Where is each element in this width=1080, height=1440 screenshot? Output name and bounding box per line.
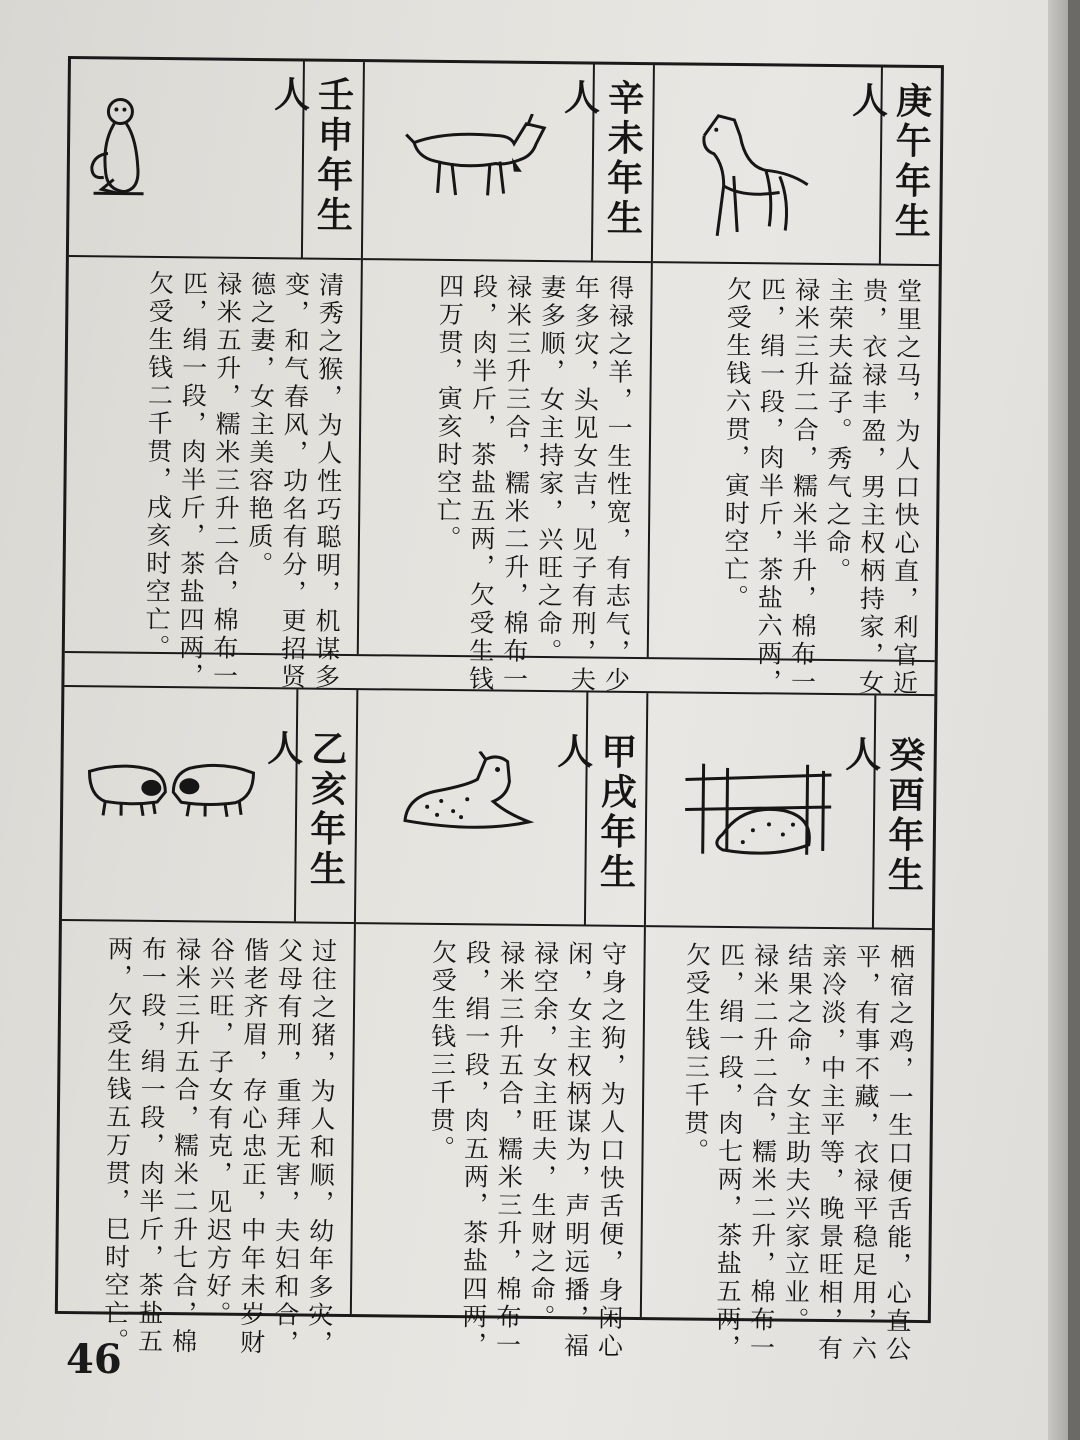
rooster-in-coop-icon <box>683 753 834 870</box>
cell-jiaxu <box>350 690 647 1361</box>
cell-text: 守身之狗，为人口快舌便，身闲心 闲，女主权柄谋为，声明远播，福 禄空余，女主旺夫，生财之命。 禄米三升五合，糯米三升，棉布一 段，绢一段，肉五两，茶盐四两， 欠受生钱三千贯。 <box>426 938 628 1361</box>
cell-title: 癸酉年生人 <box>839 735 925 897</box>
title-box <box>551 692 646 925</box>
cell-title: 甲戌年生人 <box>551 732 637 893</box>
cell-title: 庚午年生人 <box>846 81 932 243</box>
cell-guiyou <box>640 693 935 1364</box>
cell-text: 过往之猪，为人和顺，幼年多灾， 父母有刑，重拜无害，夫妇和合， 偕老齐眉，存心忠正，中年未岁财 谷兴旺，子女有克，见迟方好。 禄米三升五合，糯米二升七合，棉 布一段，绢一段，肉半斤，茶盐五 两，欠受生钱五万贯，巳时空亡。 <box>100 935 338 1358</box>
cell-header <box>363 62 653 263</box>
cell-xinwei <box>357 62 653 695</box>
cell-text: 得禄之羊，一生性宽，有志气，少 年多灾，头见女吉，见子有刑，夫 妻多顺，女主持家，兴旺之命。 禄米三升三合，糯米二升，棉布一 段，肉半斤，茶盐五两，欠受生钱 四万贯，寅亥时空亡。 <box>432 272 635 695</box>
title-box <box>839 695 934 928</box>
cell-header <box>653 65 941 266</box>
cell-renshen <box>65 59 363 692</box>
cell-text: 清秀之猴，为人性巧聪明，机谋多 变，和气春风，功名有分，更招贤 德之妻，女主美容艳质。 禄米五升，糯米三升二合，棉布一 匹，绢一段，肉半斤，茶盐四两， 欠受生钱二千贯，戌亥时空亡。 <box>141 269 345 692</box>
cell-header <box>62 687 356 924</box>
cell-text: 栖宿之鸡，一生口便舌能，心直公 平，有事不藏，衣禄平稳足用，六 亲冷淡，中主平等，晚景旺相，有 结果之命，女主助夫兴家立业。 禄米二升二合，糯米二升，棉布一 匹，绢一段，肉七两，茶盐五两， 欠受生钱三千贯。 <box>680 941 916 1364</box>
cell-title: 辛未年生人 <box>558 78 644 240</box>
horse-icon <box>693 106 815 252</box>
cell-gengwu <box>647 65 941 698</box>
dog-icon <box>397 750 538 846</box>
title-box <box>268 61 363 258</box>
book-spine-shadow <box>1068 0 1080 1440</box>
page-number: 46 <box>66 1336 122 1383</box>
cell-yihai <box>58 687 357 1358</box>
title-box <box>261 689 356 922</box>
monkey-icon <box>83 93 154 209</box>
cell-header <box>646 693 934 930</box>
table-row-top <box>65 59 941 698</box>
cell-title: 壬申年生人 <box>268 75 354 236</box>
title-box <box>558 64 653 261</box>
pigs-icon <box>81 751 262 828</box>
title-box <box>846 68 941 265</box>
cell-header <box>356 690 646 927</box>
cell-text: 堂里之马，为人口快心直，利官近 贵，衣禄丰盈，男主权柄持家，女 主荣夫益子。秀气之命。 禄米三升二合，糯米半升，棉布一 匹，绢一段，肉半斤，茶盐六两， 欠受生钱六贯，寅时空亡。 <box>720 275 923 698</box>
cell-title: 乙亥年生人 <box>261 729 347 890</box>
cell-header <box>69 59 363 260</box>
goat-icon <box>403 113 554 210</box>
